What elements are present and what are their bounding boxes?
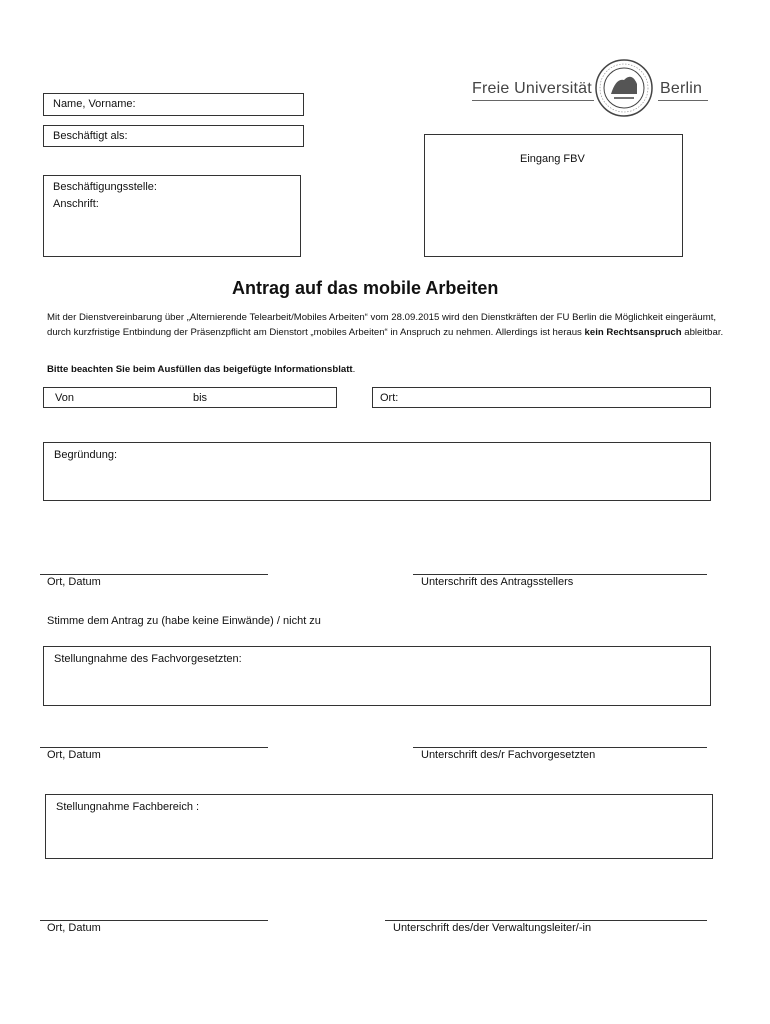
period-field[interactable] (43, 387, 337, 408)
incoming-label: Eingang FBV (520, 153, 585, 165)
info-note-end: . (352, 364, 356, 375)
logo-underline (472, 100, 594, 101)
signature-line-place-date-1[interactable] (40, 574, 268, 575)
signature-line-applicant[interactable] (413, 574, 707, 575)
to-label: bis (193, 392, 208, 404)
employed-as-label: Beschäftigt als: (53, 130, 128, 142)
admin-head-signature-label: Unterschrift des/der Verwaltungsleiter/-in (393, 922, 592, 934)
from-label: Von (55, 392, 74, 404)
department-statement-label: Stellungnahme Fachbereich : (56, 801, 200, 813)
place-date-label-2: Ort, Datum (47, 749, 101, 761)
name-field[interactable] (43, 93, 304, 116)
info-note-text: Bitte beachten Sie beim Ausfüllen das beigefügte Informationsblatt (47, 364, 353, 375)
incoming-stamp-box (424, 134, 683, 257)
supervisor-statement-field[interactable] (43, 646, 711, 706)
place-field[interactable] (372, 387, 711, 408)
logo-underline-right (658, 100, 708, 101)
reason-field[interactable] (43, 442, 711, 501)
university-name-left: Freie Universität (472, 80, 592, 97)
place-date-label-3: Ort, Datum (47, 922, 101, 934)
applicant-signature-label: Unterschrift des Antragsstellers (421, 576, 574, 588)
employed-as-field[interactable] (43, 125, 304, 147)
page-title: Antrag auf das mobile Arbeiten (232, 278, 499, 298)
employment-office-field[interactable] (43, 175, 301, 257)
department-statement-field[interactable] (45, 794, 713, 859)
signature-line-place-date-2[interactable] (40, 747, 268, 748)
signature-line-place-date-3[interactable] (40, 920, 268, 921)
intro-text-1: Mit der Dienstvereinbarung über „Alternierende Telearbeit/Mobiles Arbeiten“ vom 28.09.2015 wird den Dienstkräften der FU Berlin die Möglichkeit eingeräumt, durch kurzfristige Entbindung der Präsenzpflicht am Dienstort „mobiles Arbeiten“ in Anspruch zu nehmen. Allerdings ist heraus (47, 312, 717, 338)
info-note (47, 363, 725, 378)
intro-text-2: ableitbar. (681, 326, 724, 338)
place-date-label-1: Ort, Datum (47, 576, 101, 588)
address-label: Anschrift: (53, 198, 99, 210)
signature-line-supervisor[interactable] (413, 747, 707, 748)
approval-statement: Stimme dem Antrag zu (habe keine Einwände) / nicht zu (47, 615, 321, 627)
supervisor-signature-label: Unterschrift des/r Fachvorgesetzten (421, 749, 596, 761)
supervisor-statement-label: Stellungnahme des Fachvorgesetzten: (54, 653, 242, 665)
university-seal-icon (594, 58, 654, 118)
place-label: Ort: (380, 392, 399, 404)
reason-label: Begründung: (54, 449, 117, 461)
signature-line-admin-head[interactable] (385, 920, 707, 921)
employment-office-label: Beschäftigungsstelle: (53, 181, 157, 193)
university-logo (470, 58, 710, 120)
university-name-right: Berlin (660, 80, 703, 97)
intro-bold: kein Rechtsanspruch (584, 326, 682, 338)
intro-paragraph (47, 311, 725, 340)
name-label: Name, Vorname: (53, 98, 136, 110)
